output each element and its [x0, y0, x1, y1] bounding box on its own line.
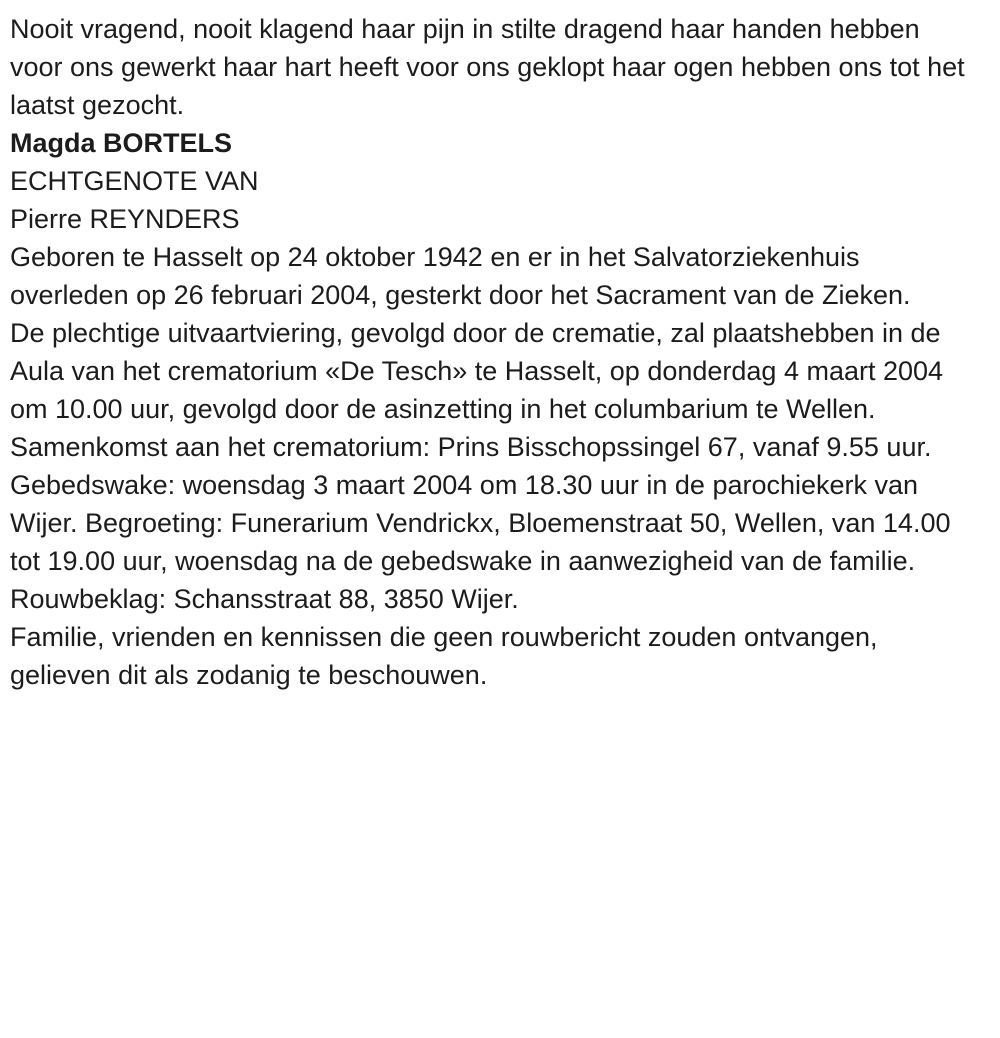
deceased-name: Magda BORTELS	[10, 128, 233, 158]
closing-note-paragraph: Familie, vrienden en kennissen die geen rouwbericht zouden ontvangen, gelieven dit als zodanig te beschouwen.	[10, 622, 878, 690]
intro-verse: Nooit vragend, nooit klagend haar pijn in stilte dragend haar handen hebben voor ons gewerkt haar hart heeft voor ons geklopt haar ogen hebben ons tot het laatst gezocht.	[10, 14, 965, 120]
relation-label: ECHTGENOTE VAN	[10, 166, 259, 196]
service-details-paragraph: De plechtige uitvaartviering, gevolgd door de crematie, zal plaatshebben in de Aula van het crematorium «De Tesch» te Hasselt, op donderdag 4 maart 2004 om 10.00 uur, gevolgd door de asinzetting in het columbarium te Wellen. Samenkomst aan het crematorium: Prins Bisschopssingel 67, vanaf 9.55 uur. Gebedswake: woensdag 3 maart 2004 om 18.30 uur in de parochiekerk van Wijer. Begroeting: Funerarium Vendrickx, Bloemenstraat 50, Wellen, van 14.00 tot 19.00 uur, woensdag na de gebedswake in aanwezigheid van de familie.	[10, 318, 951, 576]
birth-death-paragraph: Geboren te Hasselt op 24 oktober 1942 en er in het Salvatorziekenhuis overleden op 26 februari 2004, gesterkt door het Sacrament van de Zieken.	[10, 242, 911, 310]
spouse-name: Pierre REYNDERS	[10, 204, 240, 234]
condolence-address-paragraph: Rouwbeklag: Schansstraat 88, 3850 Wijer.	[10, 584, 519, 614]
